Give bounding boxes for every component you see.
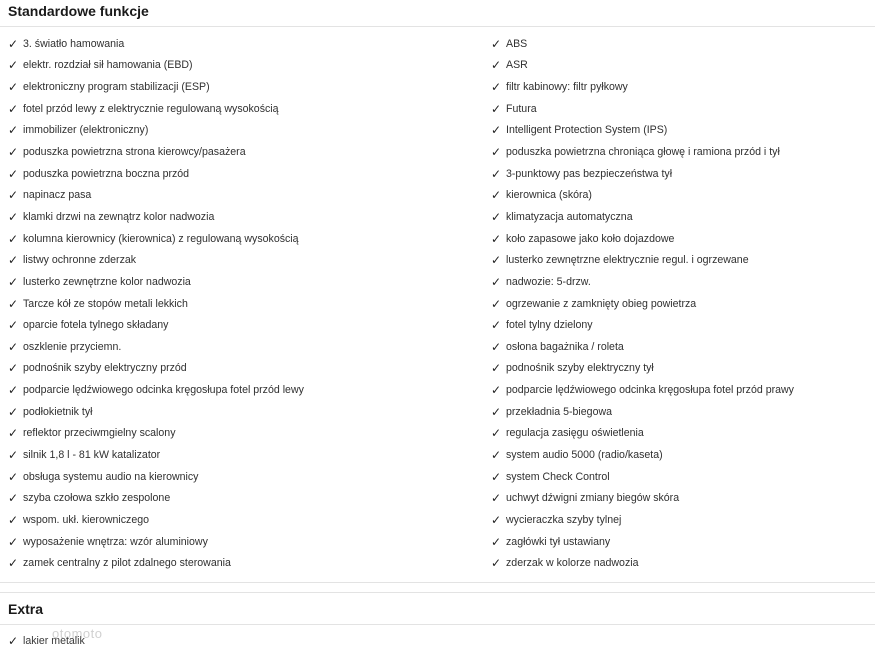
- feature-label: podparcie lędźwiowego odcinka kręgosłupa fotel przód lewy: [23, 384, 304, 397]
- feature-item: [491, 76, 874, 98]
- feature-item: [8, 120, 491, 142]
- checkmark-icon: ✓: [491, 556, 502, 571]
- feature-item: [491, 293, 874, 315]
- feature-item: [8, 293, 491, 315]
- feature-label: napinacz pasa: [23, 189, 92, 202]
- feature-label: elektroniczny program stabilizacji (ESP): [23, 81, 210, 94]
- checkmark-icon: ✓: [491, 101, 502, 116]
- feature-label: uchwyt dźwigni zmiany biegów skóra: [506, 492, 680, 505]
- feature-label: nadwozie: 5-drzw.: [506, 275, 591, 288]
- checkmark-icon: ✓: [491, 166, 502, 181]
- checkmark-icon: ✓: [8, 383, 19, 398]
- checkmark-icon: ✓: [8, 491, 19, 506]
- feature-item: [8, 163, 491, 185]
- feature-label: kolumna kierownicy (kierownica) z regulowaną wysokością: [23, 232, 299, 245]
- feature-label: szyba czołowa szkło zespolone: [23, 492, 171, 505]
- feature-item: [8, 401, 491, 423]
- feature-label: lakier metalik: [23, 635, 85, 647]
- checkmark-icon: ✓: [491, 534, 502, 549]
- checkmark-icon: ✓: [491, 123, 502, 138]
- feature-label: poduszka powietrzna boczna przód: [23, 167, 190, 180]
- checkmark-icon: ✓: [491, 253, 502, 268]
- checkmark-icon: ✓: [8, 36, 19, 51]
- feature-item: [491, 120, 874, 142]
- feature-item: [491, 163, 874, 185]
- checkmark-icon: ✓: [8, 209, 19, 224]
- checkmark-icon: ✓: [8, 534, 19, 549]
- checkmark-icon: ✓: [8, 339, 19, 354]
- checkmark-icon: ✓: [491, 145, 502, 160]
- standard-features-list: [8, 33, 874, 574]
- checkmark-icon: ✓: [8, 361, 19, 376]
- checkmark-icon: ✓: [491, 339, 502, 354]
- feature-label: wycieraczka szyby tylnej: [506, 513, 622, 526]
- feature-label: fotel przód lewy z elektrycznie regulowaną wysokością: [23, 102, 279, 115]
- checkmark-icon: ✓: [491, 383, 502, 398]
- checkmark-icon: ✓: [8, 469, 19, 484]
- feature-item: [8, 531, 491, 553]
- feature-label: poduszka powietrzna chroniąca głowę i ramiona przód i tył: [506, 146, 780, 159]
- checkmark-icon: ✓: [491, 318, 502, 333]
- feature-item: [491, 444, 874, 466]
- feature-item: [491, 141, 874, 163]
- feature-label: Futura: [506, 102, 537, 115]
- checkmark-icon: ✓: [491, 36, 502, 51]
- watermark-logo: otomoto: [52, 626, 103, 641]
- feature-label: fotel tylny dzielony: [506, 319, 593, 332]
- feature-label: klamki drzwi na zewnątrz kolor nadwozia: [23, 210, 215, 223]
- feature-item: [491, 55, 874, 77]
- checkmark-icon: ✓: [8, 296, 19, 311]
- checkmark-icon: ✓: [8, 426, 19, 441]
- feature-item: [8, 98, 491, 120]
- checkmark-icon: ✓: [491, 491, 502, 506]
- feature-item: [491, 206, 874, 228]
- feature-label: 3. światło hamowania: [23, 37, 125, 50]
- feature-item: [491, 379, 874, 401]
- features-column-left: [8, 33, 491, 574]
- checkmark-icon: ✓: [491, 209, 502, 224]
- feature-item: [491, 552, 874, 574]
- feature-item: [8, 336, 491, 358]
- feature-label: podnośnik szyby elektryczny przód: [23, 362, 187, 375]
- checkmark-icon: ✓: [491, 469, 502, 484]
- checkmark-icon: ✓: [8, 188, 19, 203]
- checkmark-icon: ✓: [8, 123, 19, 138]
- section-title-extra: Extra: [0, 592, 875, 625]
- feature-label: obsługa systemu audio na kierownicy: [23, 470, 199, 483]
- feature-item: [8, 358, 491, 380]
- feature-item: [8, 466, 491, 488]
- feature-item: [491, 466, 874, 488]
- checkmark-icon: ✓: [491, 426, 502, 441]
- feature-item: [8, 552, 491, 574]
- checkmark-icon: ✓: [8, 58, 19, 73]
- feature-label: podnośnik szyby elektryczny tył: [506, 362, 654, 375]
- checkmark-icon: ✓: [8, 101, 19, 116]
- feature-label: zderzak w kolorze nadwozia: [506, 557, 639, 570]
- feature-label: listwy ochronne zderzak: [23, 254, 137, 267]
- feature-label: regulacja zasięgu oświetlenia: [506, 427, 644, 440]
- feature-item: [8, 271, 491, 293]
- feature-label: immobilizer (elektroniczny): [23, 124, 149, 137]
- checkmark-icon: ✓: [491, 361, 502, 376]
- feature-label: lusterko zewnętrzne kolor nadwozia: [23, 275, 191, 288]
- feature-label: elektr. rozdział sił hamowania (EBD): [23, 59, 193, 72]
- features-column-right: [491, 33, 874, 574]
- feature-item: [8, 184, 491, 206]
- feature-label: 3-punktowy pas bezpieczeństwa tył: [506, 167, 673, 180]
- section-divider: [0, 582, 875, 583]
- feature-item: [491, 249, 874, 271]
- feature-item: [8, 249, 491, 271]
- checkmark-icon: ✓: [8, 253, 19, 268]
- feature-item: [491, 33, 874, 55]
- checkmark-icon: ✓: [491, 404, 502, 419]
- feature-label: reflektor przeciwmgielny scalony: [23, 427, 176, 440]
- feature-label: zagłówki tył ustawiany: [506, 535, 611, 548]
- feature-item: [491, 487, 874, 509]
- feature-label: kierownica (skóra): [506, 189, 592, 202]
- feature-item: [491, 184, 874, 206]
- checkmark-icon: ✓: [8, 556, 19, 571]
- feature-label: podłokietnik tył: [23, 405, 93, 418]
- feature-item: [491, 271, 874, 293]
- checkmark-icon: ✓: [491, 296, 502, 311]
- checkmark-icon: ✓: [8, 447, 19, 462]
- feature-label: zamek centralny z pilot zdalnego sterowania: [23, 557, 231, 570]
- feature-item: [8, 444, 491, 466]
- feature-item: [8, 509, 491, 531]
- checkmark-icon: ✓: [8, 512, 19, 527]
- feature-item: [491, 531, 874, 553]
- feature-item: [8, 228, 491, 250]
- feature-label: lusterko zewnętrzne elektrycznie regul. i ogrzewane: [506, 254, 749, 267]
- checkmark-icon: ✓: [491, 512, 502, 527]
- feature-label: oparcie fotela tylnego składany: [23, 319, 169, 332]
- feature-item: [8, 55, 491, 77]
- checkmark-icon: ✓: [8, 80, 19, 95]
- checkmark-icon: ✓: [8, 231, 19, 246]
- feature-label: system Check Control: [506, 470, 610, 483]
- feature-label: wyposażenie wnętrza: wzór aluminiowy: [23, 535, 208, 548]
- feature-label: przekładnia 5-biegowa: [506, 405, 613, 418]
- section-title-standard-features: Standardowe funkcje: [0, 0, 875, 27]
- checkmark-icon: ✓: [8, 404, 19, 419]
- checkmark-icon: ✓: [491, 274, 502, 289]
- feature-label: system audio 5000 (radio/kaseta): [506, 448, 663, 461]
- feature-label: filtr kabinowy: filtr pyłkowy: [506, 81, 628, 94]
- checkmark-icon: ✓: [8, 145, 19, 160]
- checkmark-icon: ✓: [491, 447, 502, 462]
- feature-item: [491, 509, 874, 531]
- feature-label: ASR: [506, 59, 528, 72]
- feature-label: klimatyzacja automatyczna: [506, 210, 633, 223]
- feature-item: [491, 423, 874, 445]
- checkmark-icon: ✓: [491, 188, 502, 203]
- feature-label: osłona bagażnika / roleta: [506, 340, 624, 353]
- feature-label: wspom. ukł. kierowniczego: [23, 513, 149, 526]
- feature-item: [491, 401, 874, 423]
- checkmark-icon: ✓: [491, 80, 502, 95]
- checkmark-icon: ✓: [8, 634, 19, 648]
- feature-label: silnik 1,8 l - 81 kW katalizator: [23, 448, 161, 461]
- feature-item: [8, 487, 491, 509]
- checkmark-icon: ✓: [8, 274, 19, 289]
- feature-item: [491, 358, 874, 380]
- feature-item: [8, 141, 491, 163]
- checkmark-icon: ✓: [491, 231, 502, 246]
- feature-label: ABS: [506, 37, 528, 50]
- feature-item: [8, 423, 491, 445]
- feature-item: [8, 206, 491, 228]
- feature-item: [8, 314, 491, 336]
- checkmark-icon: ✓: [8, 318, 19, 333]
- feature-item: [491, 98, 874, 120]
- feature-label: poduszka powietrzna strona kierowcy/pasażera: [23, 146, 246, 159]
- checkmark-icon: ✓: [8, 166, 19, 181]
- feature-item: [491, 314, 874, 336]
- feature-label: Tarcze kół ze stopów metali lekkich: [23, 297, 188, 310]
- checkmark-icon: ✓: [491, 58, 502, 73]
- feature-item: [8, 76, 491, 98]
- feature-label: Intelligent Protection System (IPS): [506, 124, 668, 137]
- feature-item: [8, 379, 491, 401]
- feature-label: ogrzewanie z zamknięty obieg powietrza: [506, 297, 697, 310]
- feature-label: koło zapasowe jako koło dojazdowe: [506, 232, 675, 245]
- feature-label: podparcie lędźwiowego odcinka kręgosłupa fotel przód prawy: [506, 384, 794, 397]
- feature-item: [491, 228, 874, 250]
- feature-label: oszklenie przyciemn.: [23, 340, 122, 353]
- feature-item: [491, 336, 874, 358]
- feature-item: [8, 33, 491, 55]
